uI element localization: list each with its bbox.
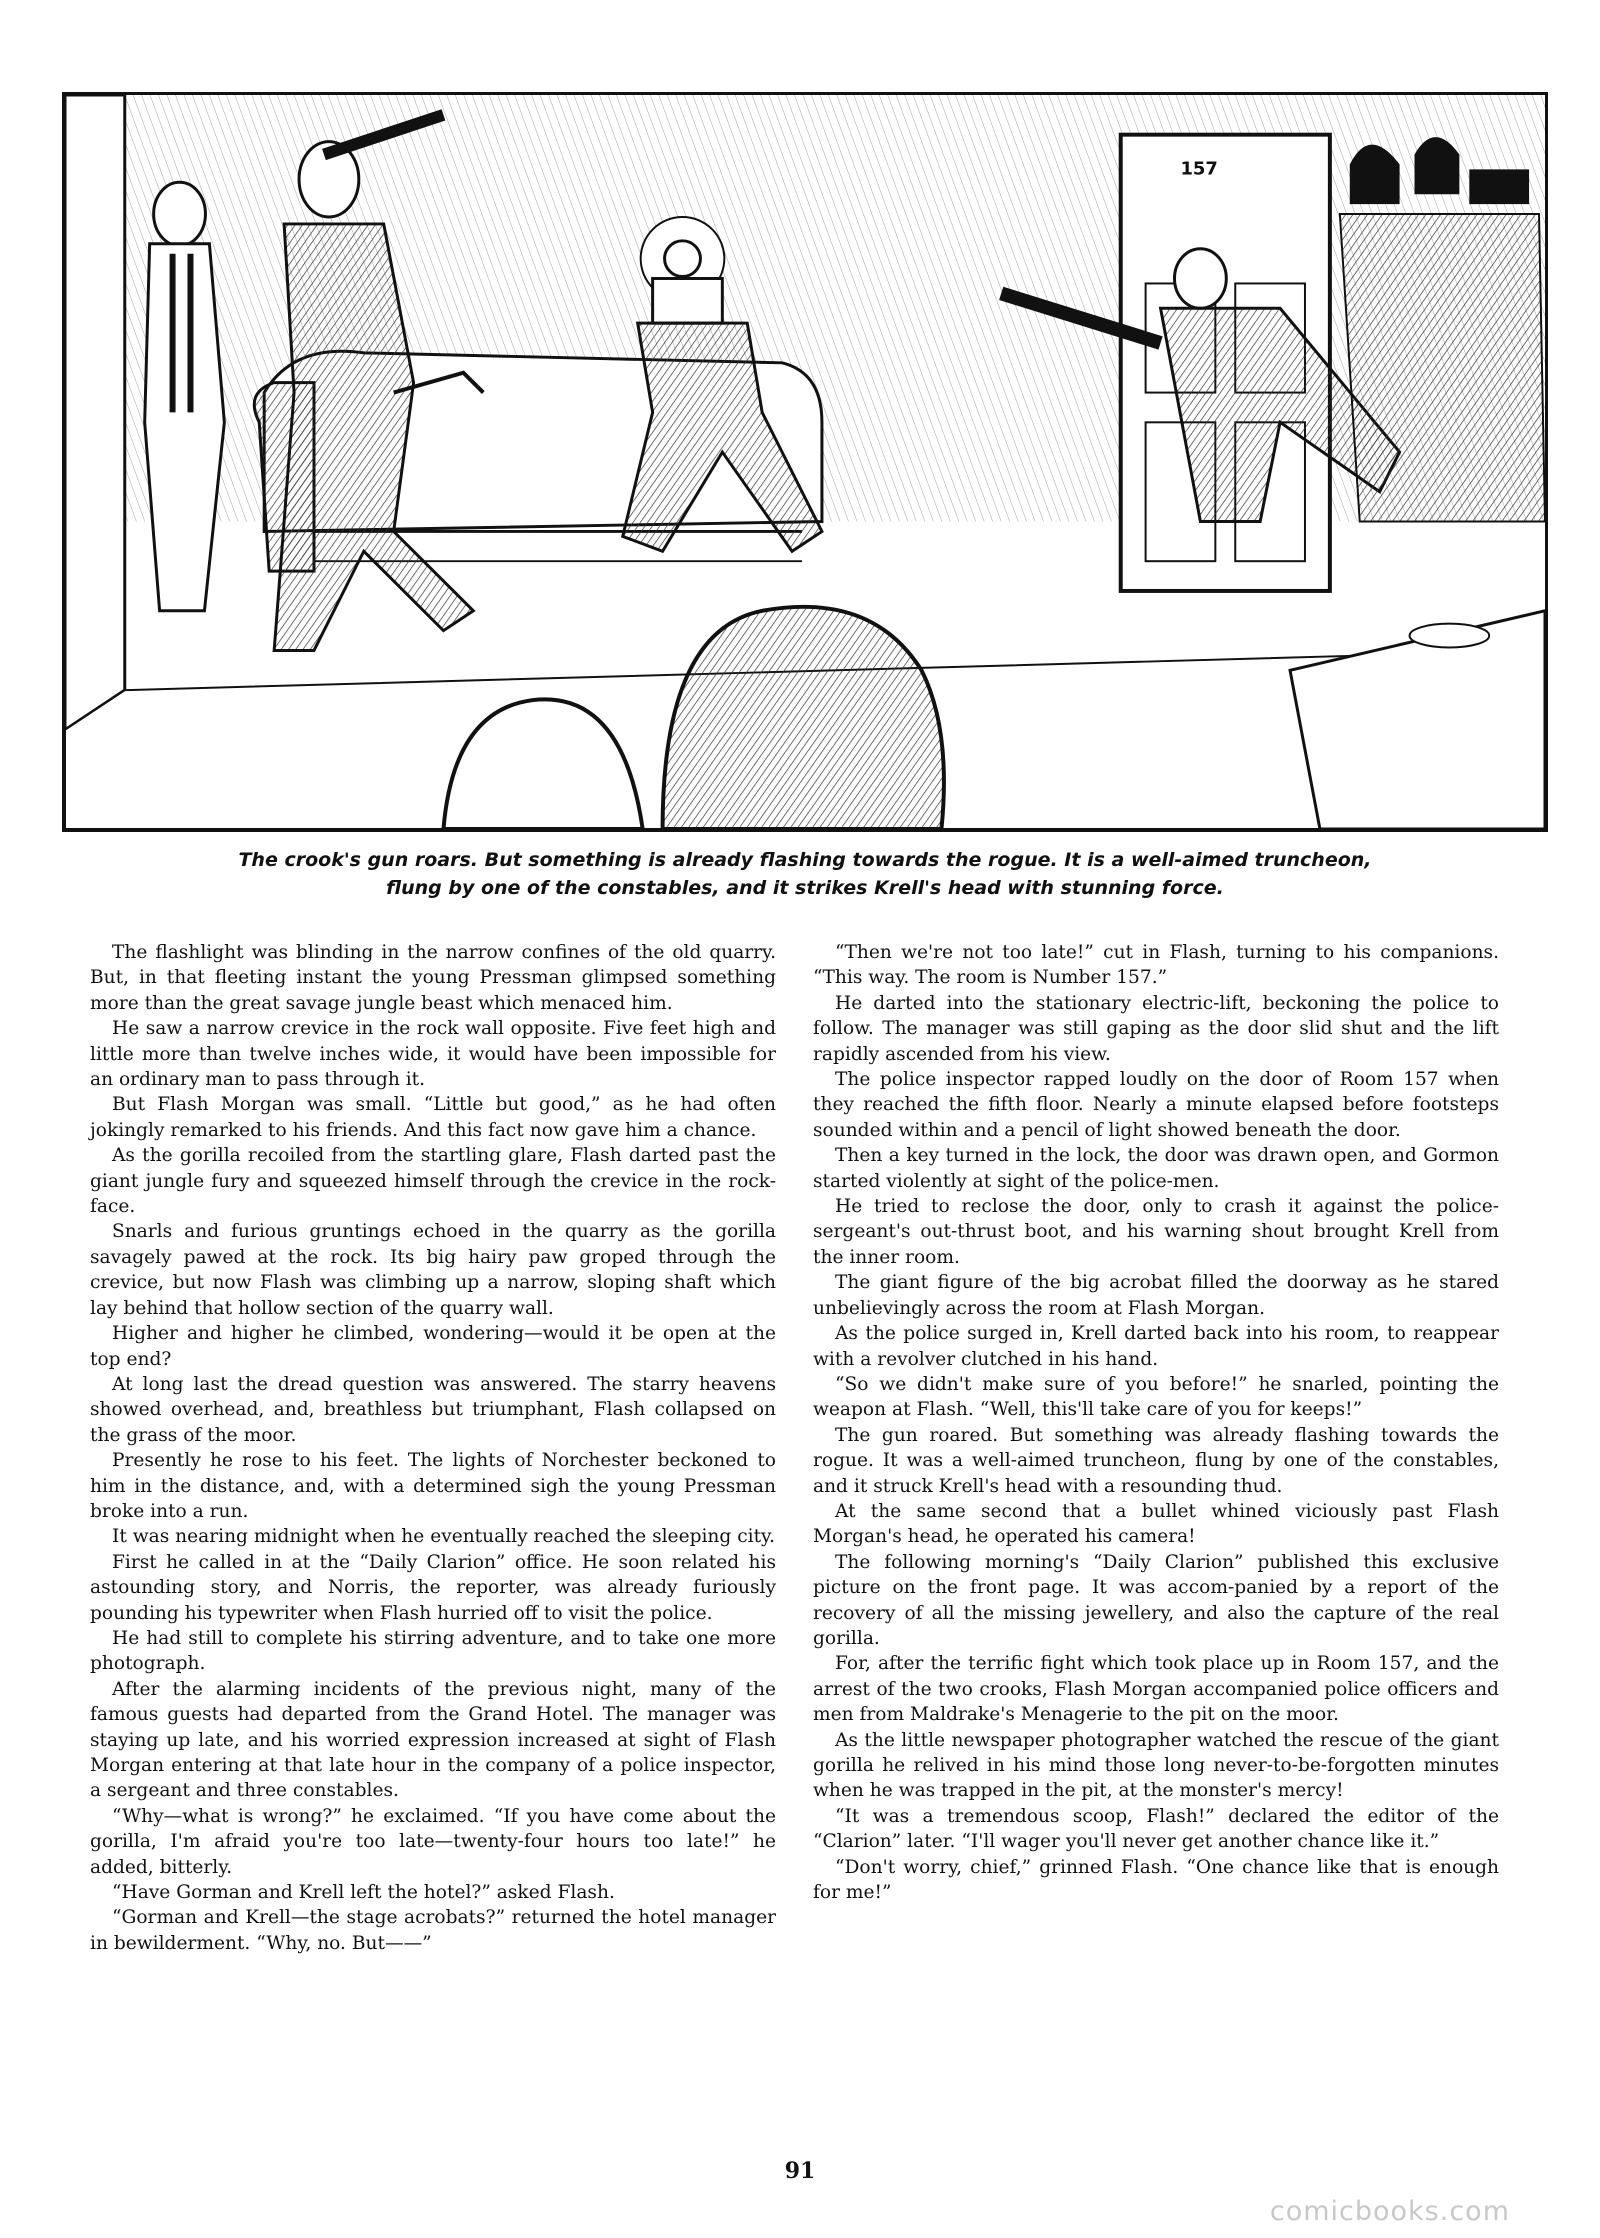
paragraph: Snarls and furious gruntings echoed in the quarry as the gorilla savagely pawed at the rock. Its big hairy paw groped through the crevice, but now Flash was climbing up a narrow, sloping shaft which lay behind that hollow section of the quarry wall. xyxy=(90,1221,776,1319)
paragraph: “Then we're not too late!” cut in Flash, turning to his companions. “This way. The room is Number 157.” xyxy=(813,942,1499,989)
paragraph: “It was a tremendous scoop, Flash!” declared the editor of the “Clarion” later. “I'll wager you'll never get another chance like it.” xyxy=(813,1805,1499,1853)
left-wall-edge xyxy=(65,95,125,730)
paragraph: Presently he rose to his feet. The lights of Norchester beckoned to him in the distance, and, with a determined sigh the young Pressman broke into a run. xyxy=(90,1450,776,1522)
paragraph: “Gorman and Krell—the stage acrobats?” returned the hotel manager in bewilderment. “Why, no. But——” xyxy=(90,1907,776,1954)
paragraph: He saw a narrow crevice in the rock wall opposite. Five feet high and little more than twelve inches wide, it would have been impossible for an ordinary man to pass through it. xyxy=(90,1018,776,1091)
paragraph: “Why—what is wrong?” he exclaimed. “If you have come about the gorilla, I'm afraid you're too late—twenty-four hours too late!” he added, bitterly. xyxy=(90,1805,776,1878)
paragraph: After the alarming incidents of the previous night, many of the famous guests had departed from the Grand Hotel. The manager was staying up late, and his worried expression increased at sight of Flash Morgan entering at that late hour in the company of a police inspector, a sergeant and three constables. xyxy=(90,1678,776,1802)
paragraph: First he called in at the “Daily Clarion” office. He soon related his astounding story, and Norris, the reporter, was already furiously pounding his typewriter when Flash hurried off to visit the police. xyxy=(90,1551,776,1624)
right-text-column xyxy=(813,940,1499,1905)
paragraph: The flashlight was blinding in the narrow confines of the old quarry. But, in that fleeting instant the young Pressman glimpsed something more than the great savage jungle beast which menaced him. xyxy=(90,942,776,1014)
story-illustration xyxy=(62,92,1548,832)
paragraph: As the little newspaper photographer watched the rescue of the giant gorilla he relived in his mind those long never-to-be-forgotten minutes when he was trapped in the pit, at the monster's mercy! xyxy=(813,1729,1499,1802)
paragraph: “Have Gorman and Krell left the hotel?” asked Flash. xyxy=(112,1882,615,1904)
paragraph: At the same second that a bullet whined viciously past Flash Morgan's head, he operated his camera! xyxy=(813,1500,1499,1548)
paragraph: The gun roared. But something was already flashing towards the rogue. It was a well-aimed truncheon, flung by one of the constables, and it struck Krell's head with a resounding thud. xyxy=(813,1424,1499,1497)
paragraph: The police inspector rapped loudly on the door of Room 157 when they reached the fifth floor. Nearly a minute elapsed before footsteps sounded within and a pencil of light showed beneath the door. xyxy=(813,1069,1499,1141)
paragraph: “Don't worry, chief,” grinned Flash. “One chance like that is enough for me!” xyxy=(813,1856,1499,1904)
side-table xyxy=(1290,611,1545,829)
caption-line-1: The crook's gun roars. But something is already flashing towards the rogue. It is a well-aimed truncheon, xyxy=(238,849,1372,871)
page-number: 91 xyxy=(784,2158,816,2184)
paragraph: He tried to reclose the door, only to crash it against the police-sergeant's out-thrust boot, and his warning shout brought Krell from the inner room. xyxy=(813,1196,1499,1268)
foreground-armchair xyxy=(443,607,943,829)
paragraph: At long last the dread question was answered. The starry heavens showed overhead, and, breathless but triumphant, Flash collapsed on the grass of the moor. xyxy=(90,1373,776,1446)
paragraph: The following morning's “Daily Clarion” published this exclusive picture on the front page. It was accom-panied by a report of the recovery of all the missing jewellery, and also the capture of the real gorilla. xyxy=(813,1551,1499,1649)
illustration-drawing xyxy=(65,95,1545,829)
paragraph: Higher and higher he climbed, wondering—would it be open at the top end? xyxy=(90,1323,776,1370)
paragraph: Then a key turned in the lock, the door was drawn open, and Gormon started violently at sight of the police-men. xyxy=(813,1145,1499,1192)
paragraph: He had still to complete his stirring adventure, and to take one more photograph. xyxy=(90,1627,776,1675)
paragraph: He darted into the stationary electric-lift, beckoning the police to follow. The manager was still gaping as the door slid shut and the lift rapidly ascended from his view. xyxy=(813,992,1499,1065)
left-text-column xyxy=(90,940,776,1956)
paragraph: As the gorilla recoiled from the startling glare, Flash darted past the giant jungle fury and squeezed himself through the crevice in the rock-face. xyxy=(90,1145,776,1218)
paragraph: “So we didn't make sure of you before!” he snarled, pointing the weapon at Flash. “Well, this'll take care of you for keeps!” xyxy=(813,1373,1499,1421)
paragraph: But Flash Morgan was small. “Little but good,” as he had often jokingly remarked to his friends. And this fact now gave him a chance. xyxy=(90,1094,776,1141)
paragraph: For, after the terrific fight which took place up in Room 157, and the arrest of the two crooks, Flash Morgan accompanied police officers and men from Maldrake's Menagerie to the pit on the moor. xyxy=(813,1653,1499,1726)
caption-line-2: flung by one of the constables, and it strikes Krell's head with stunning force. xyxy=(386,877,1224,899)
illustration-caption xyxy=(120,846,1490,902)
paragraph: The giant figure of the big acrobat filled the doorway as he stared unbelievingly across the room at Flash Morgan. xyxy=(813,1272,1499,1319)
paragraph: As the police surged in, Krell darted back into his room, to reappear with a revolver clutched in his hand. xyxy=(813,1323,1499,1370)
watermark: comicbooks.com xyxy=(1269,2196,1510,2227)
door-number: 157 xyxy=(1180,158,1218,180)
paragraph: It was nearing midnight when he eventually reached the sleeping city. xyxy=(112,1526,775,1548)
